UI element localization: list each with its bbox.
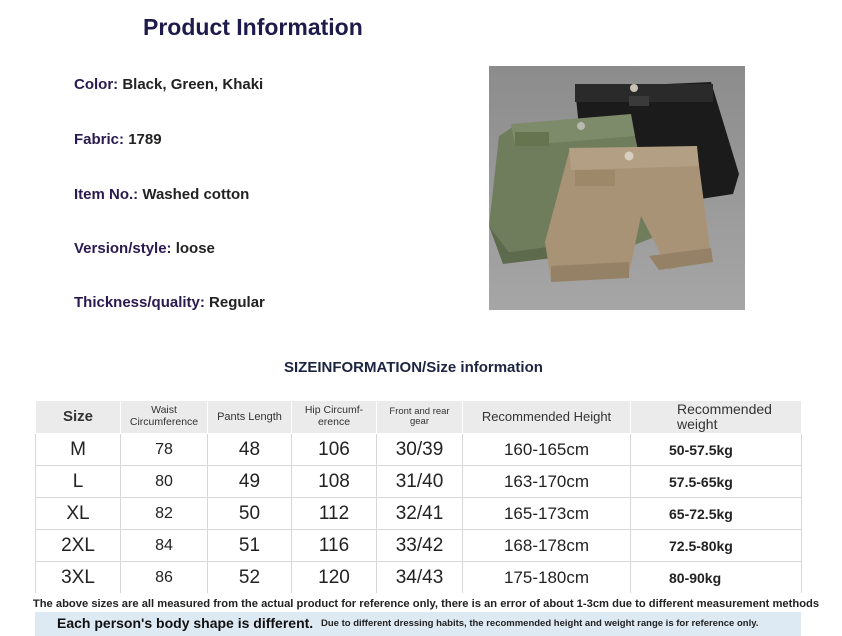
style-value: loose <box>175 240 215 257</box>
cell-height: 165-173cm <box>463 498 631 530</box>
size-info-title: SIZEINFORMATION/Size information <box>284 359 543 376</box>
item-no-value: Washed cotton <box>142 186 250 203</box>
cell-weight: 50-57.5kg <box>631 434 802 466</box>
header-pants-length: Pants Length <box>208 401 292 434</box>
dressing-habits-text: Due to different dressing habits, the recommended height and weight range is for reference only. <box>321 618 759 629</box>
measurement-note: The above sizes are all measured from the actual product for reference only, there is an error of about 1-3cm due to different measurement methods <box>0 593 842 615</box>
shorts-illustration <box>489 66 745 310</box>
cell-waist: 86 <box>121 562 208 594</box>
table-row <box>36 562 802 594</box>
cell-length: 51 <box>208 530 292 562</box>
size-table <box>35 400 802 594</box>
cell-size: M <box>36 434 121 466</box>
table-row <box>36 498 802 530</box>
header-weight: Recommended weight <box>631 401 802 434</box>
cell-waist: 82 <box>121 498 208 530</box>
cell-length: 48 <box>208 434 292 466</box>
cell-hip: 120 <box>292 562 377 594</box>
header-size: Size <box>36 401 121 434</box>
color-line <box>74 76 263 93</box>
color-label: Color: <box>74 76 123 93</box>
cell-gear: 33/42 <box>377 530 463 562</box>
cell-height: 175-180cm <box>463 562 631 594</box>
cell-hip: 116 <box>292 530 377 562</box>
fabric-label: Fabric: <box>74 131 129 148</box>
cell-gear: 31/40 <box>377 466 463 498</box>
cell-gear: 30/39 <box>377 434 463 466</box>
header-waist: Waist Circumference <box>121 401 208 434</box>
thickness-value: Regular <box>209 294 265 311</box>
cell-waist: 80 <box>121 466 208 498</box>
product-photo <box>489 66 745 310</box>
item-no-label: Item No.: <box>74 186 143 203</box>
cell-length: 50 <box>208 498 292 530</box>
cell-length: 49 <box>208 466 292 498</box>
fabric-line <box>74 131 162 148</box>
color-value: Black, Green, Khaki <box>122 76 264 93</box>
cell-height: 160-165cm <box>463 434 631 466</box>
thickness-label: Thickness/quality: <box>74 294 210 311</box>
body-shape-note <box>35 612 801 636</box>
style-label: Version/style: <box>74 240 176 257</box>
cell-hip: 112 <box>292 498 377 530</box>
cell-waist: 84 <box>121 530 208 562</box>
header-height: Recommended Height <box>463 401 631 434</box>
style-line <box>74 240 215 257</box>
thickness-line <box>74 294 265 311</box>
body-shape-text: Each person's body shape is different. <box>57 615 314 631</box>
cell-hip: 106 <box>292 434 377 466</box>
header-hip: Hip Circumf- erence <box>292 401 377 434</box>
table-row <box>36 466 802 498</box>
cell-weight: 80-90kg <box>631 562 802 594</box>
header-gear: Front and rear gear <box>377 401 463 434</box>
product-info-title: Product Information <box>143 14 363 40</box>
cell-hip: 108 <box>292 466 377 498</box>
khaki-shorts <box>545 146 713 282</box>
cell-height: 168-178cm <box>463 530 631 562</box>
item-no-line <box>74 186 249 203</box>
cell-size: 2XL <box>36 530 121 562</box>
cell-length: 52 <box>208 562 292 594</box>
size-table-header <box>36 401 802 434</box>
cell-height: 163-170cm <box>463 466 631 498</box>
cell-size: L <box>36 466 121 498</box>
cell-size: 3XL <box>36 562 121 594</box>
cell-weight: 72.5-80kg <box>631 530 802 562</box>
cell-size: XL <box>36 498 121 530</box>
fabric-value: 1789 <box>128 131 162 148</box>
cell-weight: 65-72.5kg <box>631 498 802 530</box>
cell-gear: 34/43 <box>377 562 463 594</box>
cell-weight: 57.5-65kg <box>631 466 802 498</box>
table-row <box>36 434 802 466</box>
cell-waist: 78 <box>121 434 208 466</box>
cell-gear: 32/41 <box>377 498 463 530</box>
table-row <box>36 530 802 562</box>
